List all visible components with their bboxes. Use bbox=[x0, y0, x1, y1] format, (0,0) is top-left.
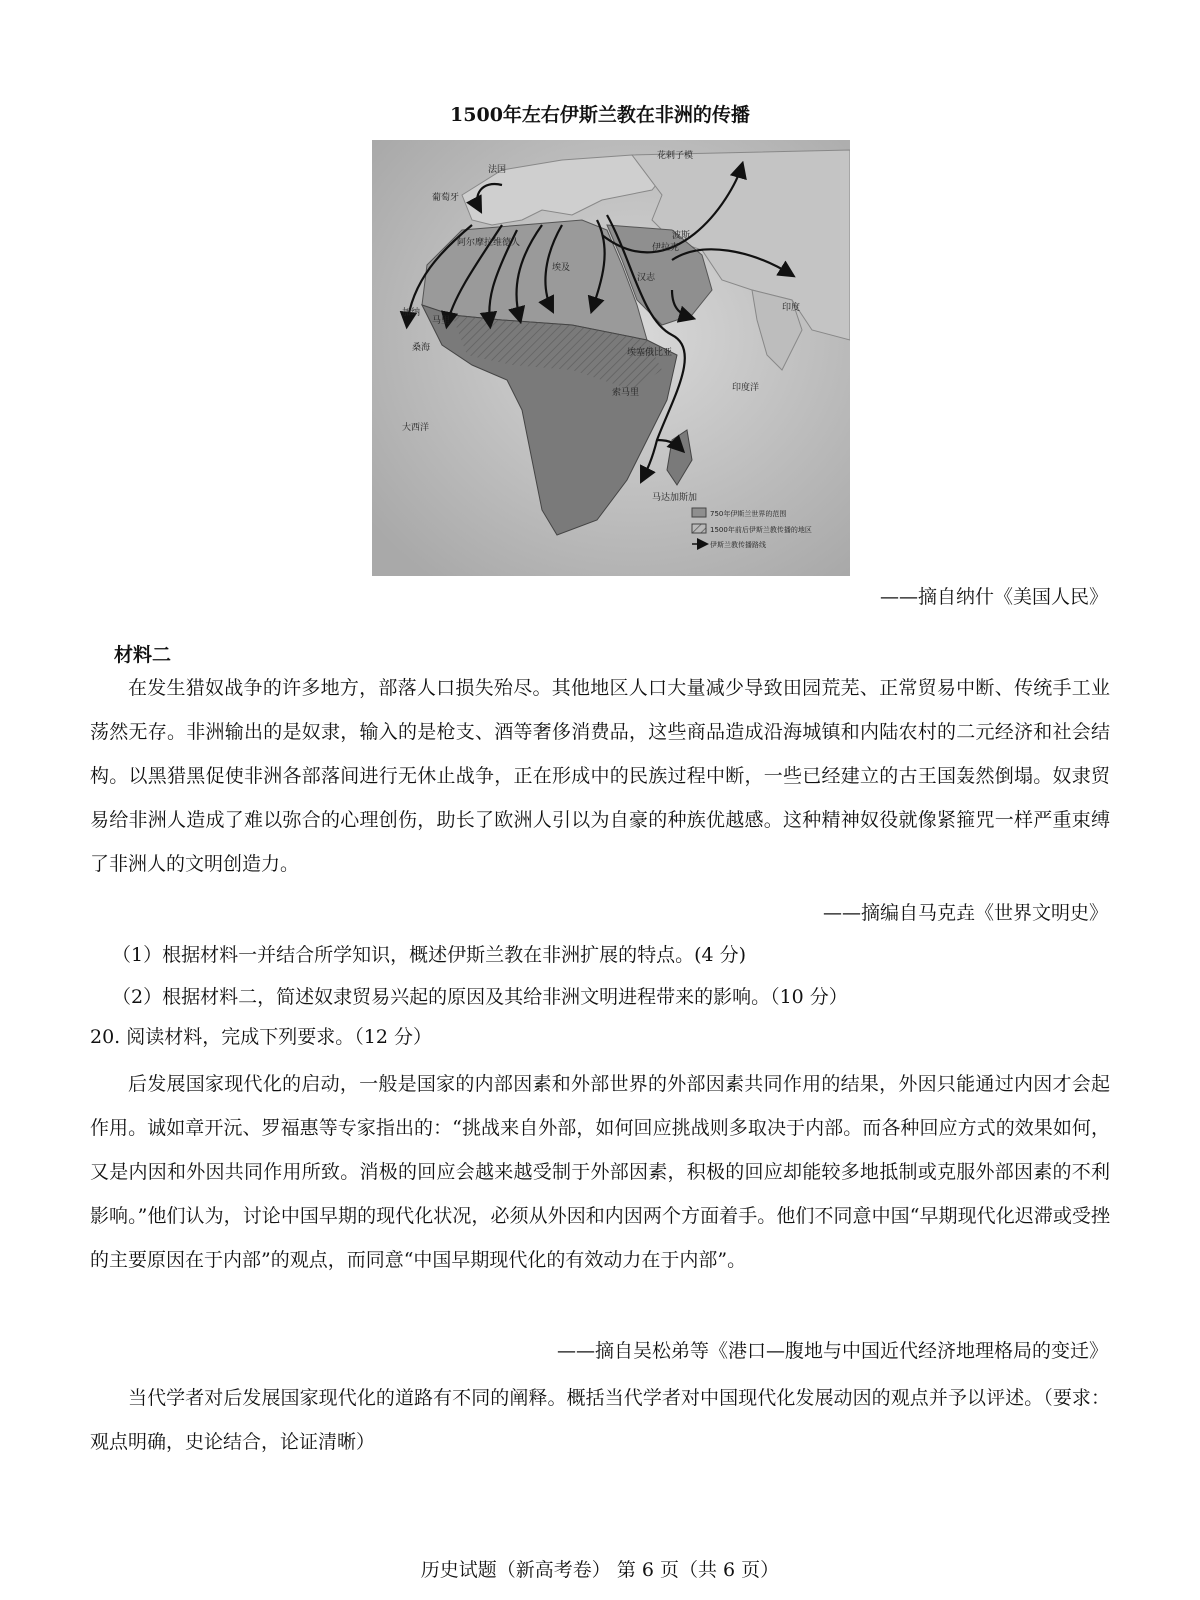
map-label-songhai: 桑海 bbox=[412, 343, 431, 353]
map-label-arabia: 汉志 bbox=[637, 273, 656, 283]
question-20-task: 当代学者对后发展国家现代化的道路有不同的阐释。概括当代学者对中国现代化发展动因的观点并予以评述。（要求：观点明确，史论结合，论证清晰） bbox=[90, 1387, 1110, 1453]
map-label-ethiopia: 埃塞俄比亚 bbox=[627, 348, 673, 358]
material2-heading: 材料二 bbox=[114, 644, 172, 666]
map-label-portugal: 葡萄牙 bbox=[432, 193, 460, 203]
legend-item-3: 伊斯兰教传播路线 bbox=[710, 541, 766, 549]
map-label-iraq: 伊拉克 bbox=[652, 243, 680, 253]
map-label-egypt: 埃及 bbox=[552, 263, 571, 273]
page-footer: 历史试题（新高考卷） 第 6 页（共 6 页） bbox=[420, 1559, 780, 1581]
map-label-madagascar: 马达加斯加 bbox=[652, 493, 698, 503]
map-title: 1500年左右伊斯兰教在非洲的传播 bbox=[450, 104, 750, 126]
question-20-source: ——摘自吴松弟等《港口—腹地与中国近代经济地理格局的变迁》 bbox=[556, 1340, 1108, 1362]
map-label-iran: 波斯 bbox=[672, 231, 691, 241]
question-20-text: 后发展国家现代化的启动，一般是国家的内部因素和外部世界的外部因素共同作用的结果，外因只能通过内因才会起作用。诚如章开沅、罗福惠等专家指出的：“挑战来自外部，如何回应挑战则多取决于内部。而各种回应方式的效果如何，又是内因和外因共同作用所致。消极的回应会越来越受制于外部因素，积极的回应却能较多地抵制或克服外部因素的不利影响。”他们认为，讨论中国早期的现代化状况，必须从外因和内因两个方面着手。他们不同意中国“早期现代化迟滞或受挫的主要原因在于内部”的观点，而同意“中国早期现代化的有效动力在于内部”。 bbox=[90, 1073, 1110, 1271]
question-20-title: 20. 阅读材料，完成下列要求。（12 分） bbox=[90, 1026, 432, 1048]
map-label-mali: 马里 bbox=[432, 316, 451, 326]
africa-map bbox=[372, 140, 850, 576]
question-2: （2）根据材料二，简述奴隶贸易兴起的原因及其给非洲文明进程带来的影响。（10 分） bbox=[112, 986, 848, 1008]
material2-source: ——摘编自马克垚《世界文明史》 bbox=[822, 902, 1108, 924]
map-label-india: 印度 bbox=[782, 303, 801, 313]
map-label-france: 法国 bbox=[488, 165, 507, 175]
map-label-morocco: 阿尔摩拉维德人 bbox=[457, 238, 521, 248]
material2-text: 在发生猎奴战争的许多地方，部落人口损失殆尽。其他地区人口大量减少导致田园荒芜、正常贸易中断、传统手工业荡然无存。非洲输出的是奴隶，输入的是枪支、酒等奢侈消费品，这些商品造成沿海城镇和内陆农村的二元经济和社会结构。以黑猎黑促使非洲各部落间进行无休止战争，正在形成中的民族过程中断，一些已经建立的古王国轰然倒塌。奴隶贸易给非洲人造成了难以弥合的心理创伤，助长了欧洲人引以为自豪的种族优越感。这种精神奴役就像紧箍咒一样严重束缚了非洲人的文明创造力。 bbox=[90, 677, 1110, 875]
map-label-indian-ocean: 印度洋 bbox=[732, 383, 760, 393]
map-figure bbox=[372, 140, 850, 576]
map-label-atlantic: 大西洋 bbox=[402, 423, 430, 433]
map-label-russia: 花剌子模 bbox=[657, 151, 694, 161]
map-label-somali: 索马里 bbox=[612, 388, 640, 398]
legend-item-1: 750年伊斯兰世界的范围 bbox=[710, 510, 787, 518]
question-1: （1）根据材料一并结合所学知识，概述伊斯兰教在非洲扩展的特点。(4 分) bbox=[112, 944, 747, 966]
map-label-ghana: 加纳 bbox=[402, 308, 421, 318]
legend-item-2: 1500年前后伊斯兰教传播的地区 bbox=[710, 526, 812, 534]
map-source: ——摘自纳什《美国人民》 bbox=[879, 586, 1108, 608]
